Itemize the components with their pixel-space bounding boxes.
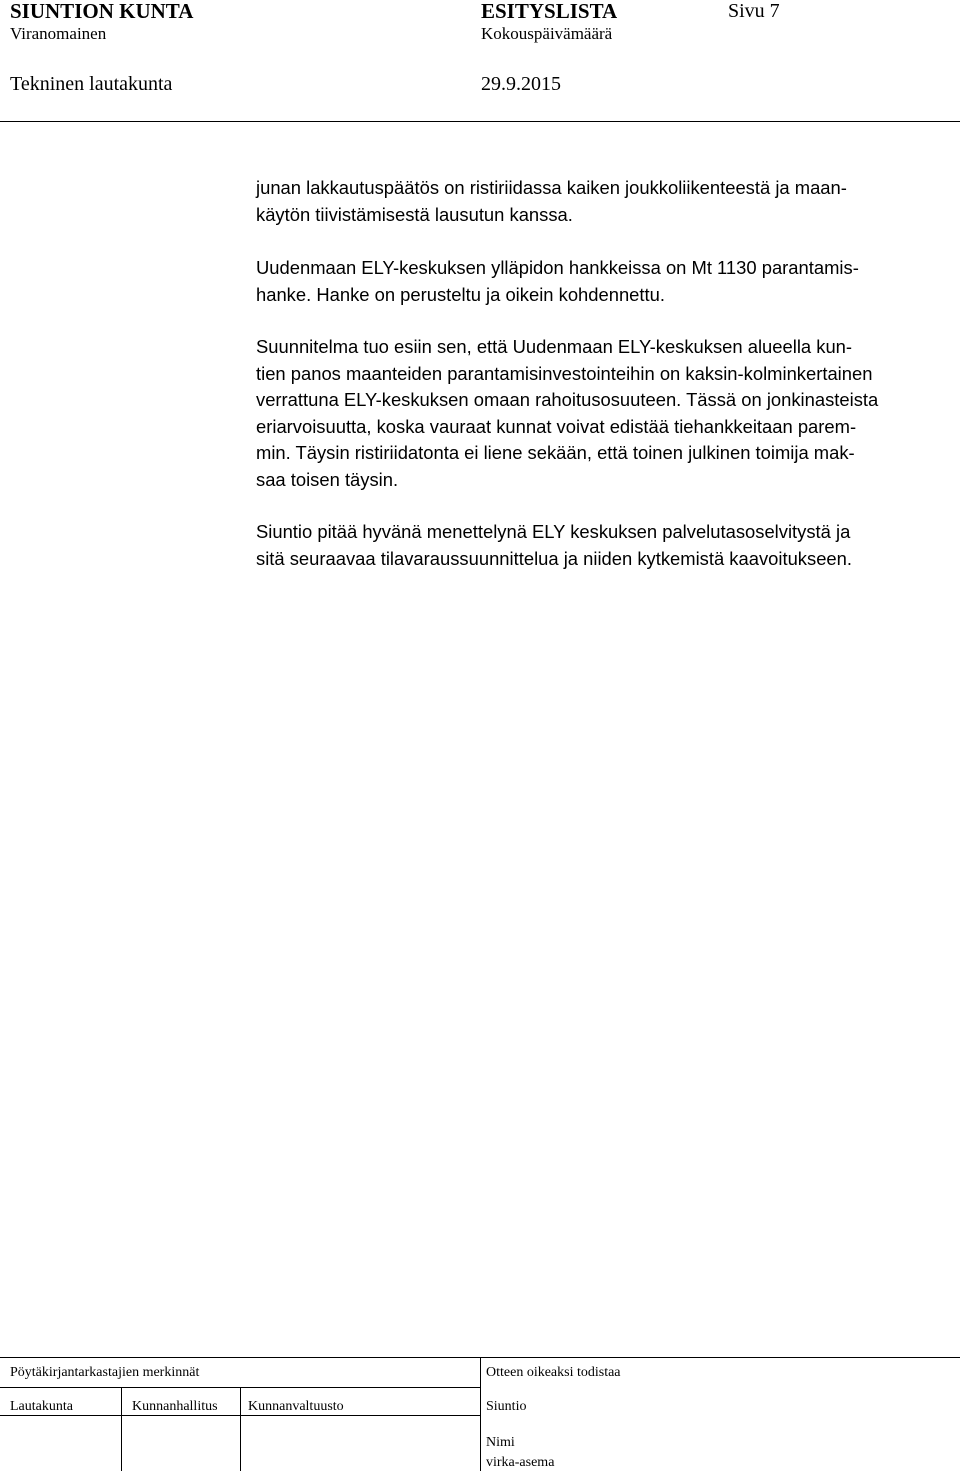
- footer-col-divider-2: [240, 1388, 241, 1471]
- text-line: Uudenmaan ELY-keskuksen ylläpidon hankkeissa on Mt 1130 parantamis-: [256, 257, 859, 278]
- paragraph-4: [256, 519, 956, 572]
- text-line: Siuntio pitää hyvänä menettelynä ELY keskuksen palvelutasoselvitystä ja: [256, 521, 851, 542]
- meeting-date: 29.9.2015: [481, 73, 561, 95]
- footer-col-divider-1: [121, 1388, 122, 1471]
- text-line: min. Täysin ristiriidatonta ei liene sekään, että toinen julkinen toimija mak-: [256, 442, 855, 463]
- text-line: eriarvoisuutta, koska vauraat kunnat voivat edistää tiehankkeitaan parem-: [256, 415, 857, 437]
- text-line: verrattuna ELY-keskuksen omaan rahoitusosuuteen. Tässä on jonkinasteista: [256, 389, 879, 410]
- org-name: SIUNTION KUNTA: [10, 0, 194, 23]
- doc-type: ESITYSLISTA: [481, 0, 618, 23]
- footer-right-title: Otteen oikeaksi todistaa: [486, 1365, 621, 1380]
- page-number: Sivu 7: [728, 0, 780, 22]
- header-divider: [0, 121, 960, 122]
- text-line: tien panos maanteiden parantamisinvestointeihin on kaksin-kolminkertainen: [256, 362, 873, 384]
- footer-col-kunnanvaltuusto: Kunnanvaltuusto: [248, 1399, 344, 1414]
- text-line: saa toisen täysin.: [256, 468, 399, 490]
- text-line: junan lakkautuspäätös on ristiriidassa kaiken joukkoliikenteestä ja maan-: [256, 177, 847, 198]
- text-line: hanke. Hanke on perusteltu ja oikein kohdennettu.: [256, 283, 665, 305]
- text-line: Suunnitelma tuo esiin sen, että Uudenmaan ELY-keskuksen alueella kun-: [256, 336, 853, 357]
- paragraph-1: [256, 175, 956, 228]
- authority-label: Viranomainen: [10, 24, 107, 43]
- footer-left-title: Pöytäkirjantarkastajien merkinnät: [10, 1365, 200, 1380]
- paragraph-3: [256, 334, 956, 493]
- authority-name: Tekninen lautakunta: [10, 73, 173, 95]
- footer-name-label: Nimi: [486, 1435, 515, 1450]
- footer-place: Siuntio: [486, 1399, 527, 1414]
- date-label: Kokouspäivämäärä: [481, 24, 613, 43]
- text-line: sitä seuraavaa tilavaraussuunnittelua ja niiden kytkemistä kaavoitukseen.: [256, 547, 852, 569]
- footer-position-label: virka-asema: [486, 1455, 555, 1470]
- footer-col-lautakunta: Lautakunta: [10, 1399, 73, 1414]
- text-line: käytön tiivistämisestä lausutun kanssa.: [256, 203, 573, 225]
- footer-col-kunnanhallitus: Kunnanhallitus: [132, 1399, 218, 1414]
- paragraph-2: [256, 255, 956, 308]
- footer-center-divider: [480, 1357, 481, 1471]
